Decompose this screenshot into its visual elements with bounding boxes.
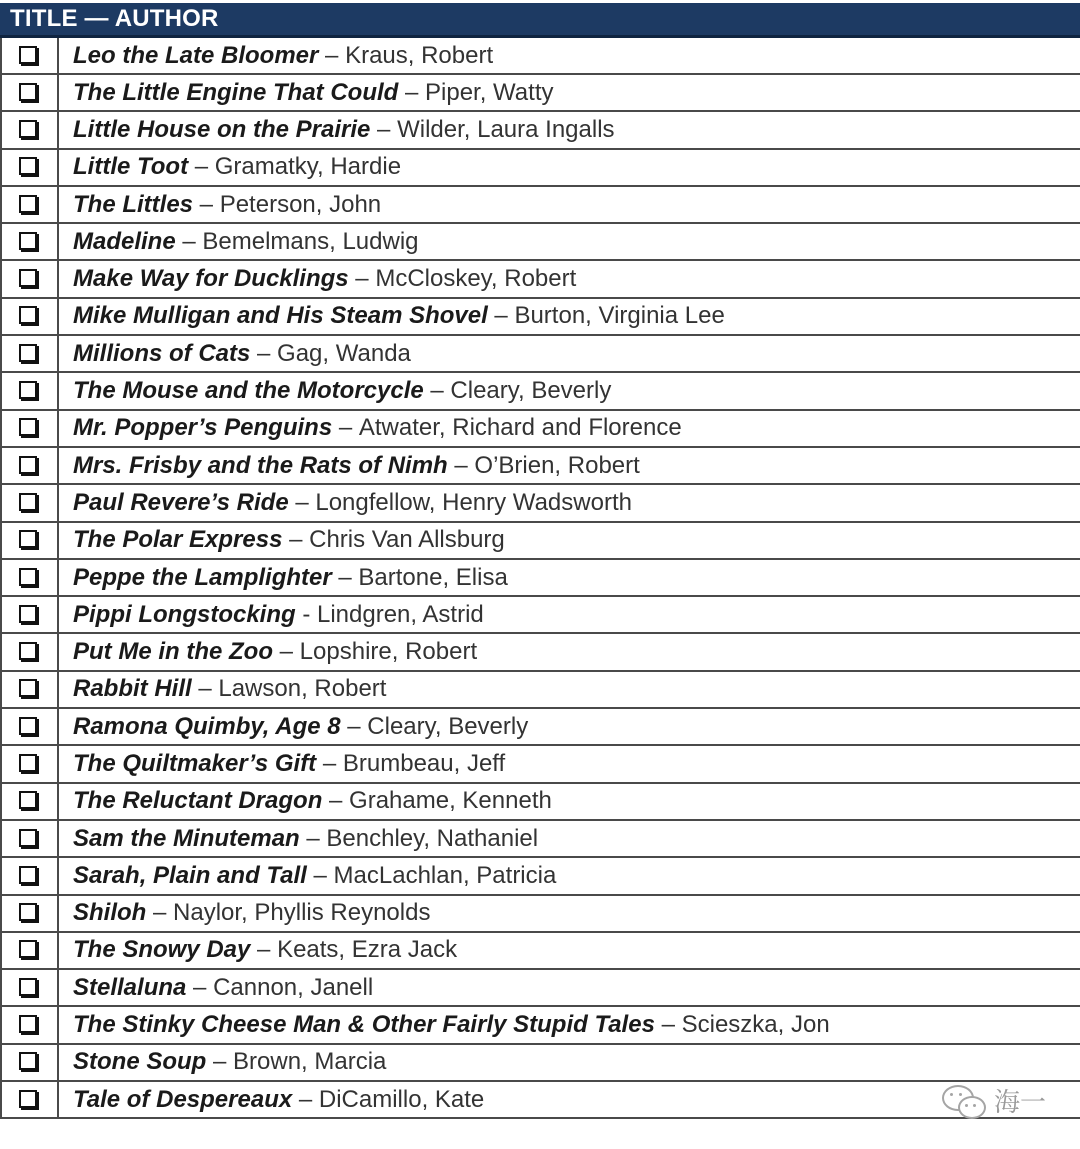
- separator: –: [282, 526, 310, 554]
- book-entry: [59, 597, 1080, 632]
- book-entry: [59, 38, 1080, 73]
- book-title: The Littles: [73, 190, 194, 218]
- book-title: The Mouse and the Motorcycle: [73, 377, 424, 405]
- checkbox[interactable]: [19, 530, 37, 548]
- table-row: [2, 261, 1080, 298]
- separator: –: [272, 638, 300, 666]
- book-author: Gag, Wanda: [277, 339, 411, 367]
- book-author: Wilder, Laura Ingalls: [397, 115, 615, 143]
- checkbox[interactable]: [19, 157, 37, 175]
- book-author: Scieszka, Jon: [681, 1011, 830, 1039]
- separator: –: [447, 451, 475, 479]
- table-row: [2, 1082, 1080, 1119]
- book-title: Stone Soup: [73, 1048, 207, 1076]
- separator: –: [322, 787, 350, 815]
- checkbox-cell: [2, 709, 59, 744]
- table-row: [2, 224, 1080, 261]
- table-row: [2, 821, 1080, 858]
- book-entry: [59, 784, 1080, 819]
- book-rows: [0, 38, 1080, 1119]
- table-row: [2, 970, 1080, 1007]
- book-entry: [59, 523, 1080, 558]
- separator: –: [250, 339, 278, 367]
- table-row: [2, 150, 1080, 187]
- checkbox-cell: [2, 896, 59, 931]
- separator: -: [295, 600, 317, 628]
- checkbox-cell: [2, 299, 59, 334]
- table-row: [2, 1007, 1080, 1044]
- checkbox[interactable]: [19, 232, 37, 250]
- book-author: Keats, Ezra Jack: [277, 936, 458, 964]
- separator: –: [423, 377, 451, 405]
- table-header: [0, 3, 1080, 38]
- checkbox[interactable]: [19, 978, 37, 996]
- book-title: The Little Engine That Could: [73, 78, 399, 106]
- book-title: The Polar Express: [73, 526, 283, 554]
- table-row: [2, 75, 1080, 112]
- checkbox[interactable]: [19, 903, 37, 921]
- book-author: Brown, Marcia: [233, 1048, 387, 1076]
- book-author: O’Brien, Robert: [474, 451, 640, 479]
- separator: –: [292, 1085, 319, 1113]
- book-title: Peppe the Lamplighter: [73, 563, 332, 591]
- checkbox[interactable]: [19, 46, 37, 64]
- separator: –: [186, 973, 214, 1001]
- table-row: [2, 896, 1080, 933]
- book-title: The Snowy Day: [73, 936, 251, 964]
- book-title: Little House on the Prairie: [73, 115, 371, 143]
- book-author: Piper, Watty: [425, 78, 554, 106]
- separator: –: [654, 1011, 682, 1039]
- book-entry: [59, 1045, 1080, 1080]
- table-row: [2, 38, 1080, 75]
- checkbox-cell: [2, 672, 59, 707]
- checkbox[interactable]: [19, 493, 37, 511]
- book-entry: [59, 336, 1080, 371]
- book-entry: [59, 150, 1080, 185]
- table-row: [2, 187, 1080, 224]
- table-row: [2, 933, 1080, 970]
- table-row: [2, 858, 1080, 895]
- checkbox[interactable]: [19, 456, 37, 474]
- separator: –: [188, 153, 215, 181]
- book-author: Burton, Virginia Lee: [514, 302, 725, 330]
- book-author: Longfellow, Henry Wadsworth: [315, 488, 632, 516]
- book-entry: [59, 634, 1080, 669]
- checkbox-cell: [2, 336, 59, 371]
- table-row: [2, 411, 1080, 448]
- book-entry: [59, 1082, 1080, 1117]
- checkbox[interactable]: [19, 120, 37, 138]
- book-title: Little Toot: [73, 153, 189, 181]
- book-author: Lindgren, Astrid: [316, 600, 484, 628]
- book-title: Rabbit Hill: [73, 675, 192, 703]
- checkbox[interactable]: [19, 83, 37, 101]
- checkbox[interactable]: [19, 679, 37, 697]
- book-entry: [59, 1007, 1080, 1042]
- separator: –: [299, 824, 327, 852]
- table-row: [2, 523, 1080, 560]
- table-row: [2, 485, 1080, 522]
- table-row: [2, 299, 1080, 336]
- checkbox-cell: [2, 784, 59, 819]
- checkbox-cell: [2, 448, 59, 483]
- checkbox-cell: [2, 224, 59, 259]
- checkbox[interactable]: [19, 344, 37, 362]
- watermark: [942, 1082, 1046, 1119]
- checkbox-cell: [2, 597, 59, 632]
- watermark-text: 海一: [993, 1087, 1046, 1117]
- book-title: Pippi Longstocking: [73, 600, 296, 628]
- checkbox[interactable]: [19, 940, 37, 958]
- checkbox-cell: [2, 1007, 59, 1042]
- checkbox-cell: [2, 634, 59, 669]
- checkbox-cell: [2, 970, 59, 1005]
- book-title: Ramona Quimby, Age 8: [73, 712, 341, 740]
- book-entry: [59, 261, 1080, 296]
- separator: –: [487, 302, 515, 330]
- table-row: [2, 746, 1080, 783]
- book-entry: [59, 224, 1080, 259]
- book-entry: [59, 187, 1080, 222]
- table-row: [2, 560, 1080, 597]
- checkbox[interactable]: [19, 269, 37, 287]
- checkbox[interactable]: [19, 418, 37, 436]
- book-author: Naylor, Phyllis Reynolds: [173, 899, 431, 927]
- separator: –: [370, 115, 398, 143]
- book-entry: [59, 411, 1080, 446]
- book-title: Millions of Cats: [73, 339, 251, 367]
- separator: –: [206, 1048, 234, 1076]
- book-entry: [59, 672, 1080, 707]
- table-row: [2, 448, 1080, 485]
- book-entry: [59, 485, 1080, 520]
- book-entry: [59, 560, 1080, 595]
- checkbox-cell: [2, 523, 59, 558]
- book-entry: [59, 112, 1080, 147]
- checkbox[interactable]: [19, 306, 37, 324]
- checkbox[interactable]: [19, 754, 37, 772]
- book-author: Brumbeau, Jeff: [342, 749, 506, 777]
- checkbox[interactable]: [19, 1052, 37, 1070]
- checkbox[interactable]: [19, 605, 37, 623]
- book-title: Mr. Popper’s Penguins: [73, 414, 333, 442]
- checkbox[interactable]: [19, 195, 37, 213]
- book-author: Cannon, Janell: [213, 973, 374, 1001]
- book-title: The Stinky Cheese Man & Other Fairly Stupid Tales: [73, 1011, 655, 1039]
- separator: –: [288, 488, 316, 516]
- table-row: [2, 634, 1080, 671]
- book-author: Cleary, Beverly: [367, 712, 529, 740]
- separator: –: [250, 936, 278, 964]
- book-title: Sarah, Plain and Tall: [73, 861, 307, 889]
- book-entry: [59, 709, 1080, 744]
- book-title: Paul Revere’s Ride: [73, 488, 289, 516]
- checkbox-cell: [2, 373, 59, 408]
- book-author: Peterson, John: [219, 190, 382, 218]
- book-author: Grahame, Kenneth: [349, 787, 552, 815]
- book-author: McCloskey, Robert: [375, 265, 577, 293]
- table-row: [2, 709, 1080, 746]
- separator: –: [146, 899, 174, 927]
- separator: –: [340, 712, 368, 740]
- table-row: [2, 336, 1080, 373]
- checkbox[interactable]: [19, 791, 37, 809]
- checkbox-cell: [2, 560, 59, 595]
- checkbox-cell: [2, 75, 59, 110]
- checkbox-cell: [2, 411, 59, 446]
- book-entry: [59, 933, 1080, 968]
- book-entry: [59, 858, 1080, 893]
- book-title: Madeline: [73, 227, 176, 255]
- table-row: [2, 1045, 1080, 1082]
- separator: –: [306, 861, 334, 889]
- table-row: [2, 373, 1080, 410]
- separator: –: [398, 78, 425, 106]
- checkbox[interactable]: [19, 717, 37, 735]
- checkbox-cell: [2, 261, 59, 296]
- book-title: The Reluctant Dragon: [73, 787, 323, 815]
- checkbox[interactable]: [19, 381, 37, 399]
- checkbox[interactable]: [19, 1015, 37, 1033]
- checkbox-cell: [2, 1082, 59, 1117]
- book-title: Sam the Minuteman: [73, 824, 300, 852]
- book-title: Stellaluna: [73, 973, 187, 1001]
- checkbox[interactable]: [19, 829, 37, 847]
- book-title: Leo the Late Bloomer: [73, 41, 319, 69]
- separator: –: [191, 675, 219, 703]
- separator: –: [316, 749, 343, 777]
- table-row: [2, 784, 1080, 821]
- separator: –: [193, 190, 220, 218]
- book-entry: [59, 299, 1080, 334]
- book-entry: [59, 970, 1080, 1005]
- checkbox-cell: [2, 858, 59, 893]
- book-checklist: [0, 3, 1080, 1119]
- checkbox-cell: [2, 485, 59, 520]
- checkbox[interactable]: [19, 642, 37, 660]
- checkbox-cell: [2, 746, 59, 781]
- checkbox-cell: [2, 150, 59, 185]
- header-label: TITLE — AUTHOR: [10, 5, 219, 32]
- separator: –: [318, 41, 346, 69]
- table-row: [2, 112, 1080, 149]
- book-title: Make Way for Ducklings: [73, 265, 349, 293]
- checkbox-cell: [2, 187, 59, 222]
- checkbox-cell: [2, 38, 59, 73]
- checkbox-cell: [2, 821, 59, 856]
- checkbox[interactable]: [19, 1090, 37, 1108]
- book-entry: [59, 448, 1080, 483]
- separator: –: [332, 414, 359, 442]
- book-author: MacLachlan, Patricia: [333, 861, 557, 889]
- separator: –: [348, 265, 376, 293]
- book-author: Chris Van Allsburg: [309, 526, 505, 554]
- checkbox[interactable]: [19, 568, 37, 586]
- checkbox-cell: [2, 112, 59, 147]
- checkbox-cell: [2, 1045, 59, 1080]
- book-author: Bartone, Elisa: [358, 563, 508, 591]
- book-author: Kraus, Robert: [345, 41, 494, 69]
- book-entry: [59, 821, 1080, 856]
- book-title: Tale of Despereaux: [73, 1085, 293, 1113]
- book-title: The Quiltmaker’s Gift: [73, 749, 317, 777]
- book-author: Cleary, Beverly: [450, 377, 612, 405]
- book-author: Atwater, Richard and Florence: [358, 414, 682, 442]
- separator: –: [175, 227, 203, 255]
- book-author: Bemelmans, Ludwig: [202, 227, 419, 255]
- book-title: Put Me in the Zoo: [73, 638, 273, 666]
- book-author: Lawson, Robert: [218, 675, 387, 703]
- book-author: Benchley, Nathaniel: [326, 824, 539, 852]
- book-author: DiCamillo, Kate: [318, 1085, 485, 1113]
- checkbox-cell: [2, 933, 59, 968]
- book-entry: [59, 746, 1080, 781]
- table-row: [2, 597, 1080, 634]
- book-author: Lopshire, Robert: [299, 638, 478, 666]
- book-author: Gramatky, Hardie: [214, 153, 402, 181]
- book-entry: [59, 373, 1080, 408]
- separator: –: [331, 563, 359, 591]
- book-entry: [59, 896, 1080, 931]
- book-title: Shiloh: [73, 899, 147, 927]
- book-entry: [59, 75, 1080, 110]
- wechat-icon: [942, 1085, 986, 1117]
- book-title: Mike Mulligan and His Steam Shovel: [73, 302, 488, 330]
- book-title: Mrs. Frisby and the Rats of Nimh: [73, 451, 448, 479]
- checkbox[interactable]: [19, 866, 37, 884]
- table-row: [2, 672, 1080, 709]
